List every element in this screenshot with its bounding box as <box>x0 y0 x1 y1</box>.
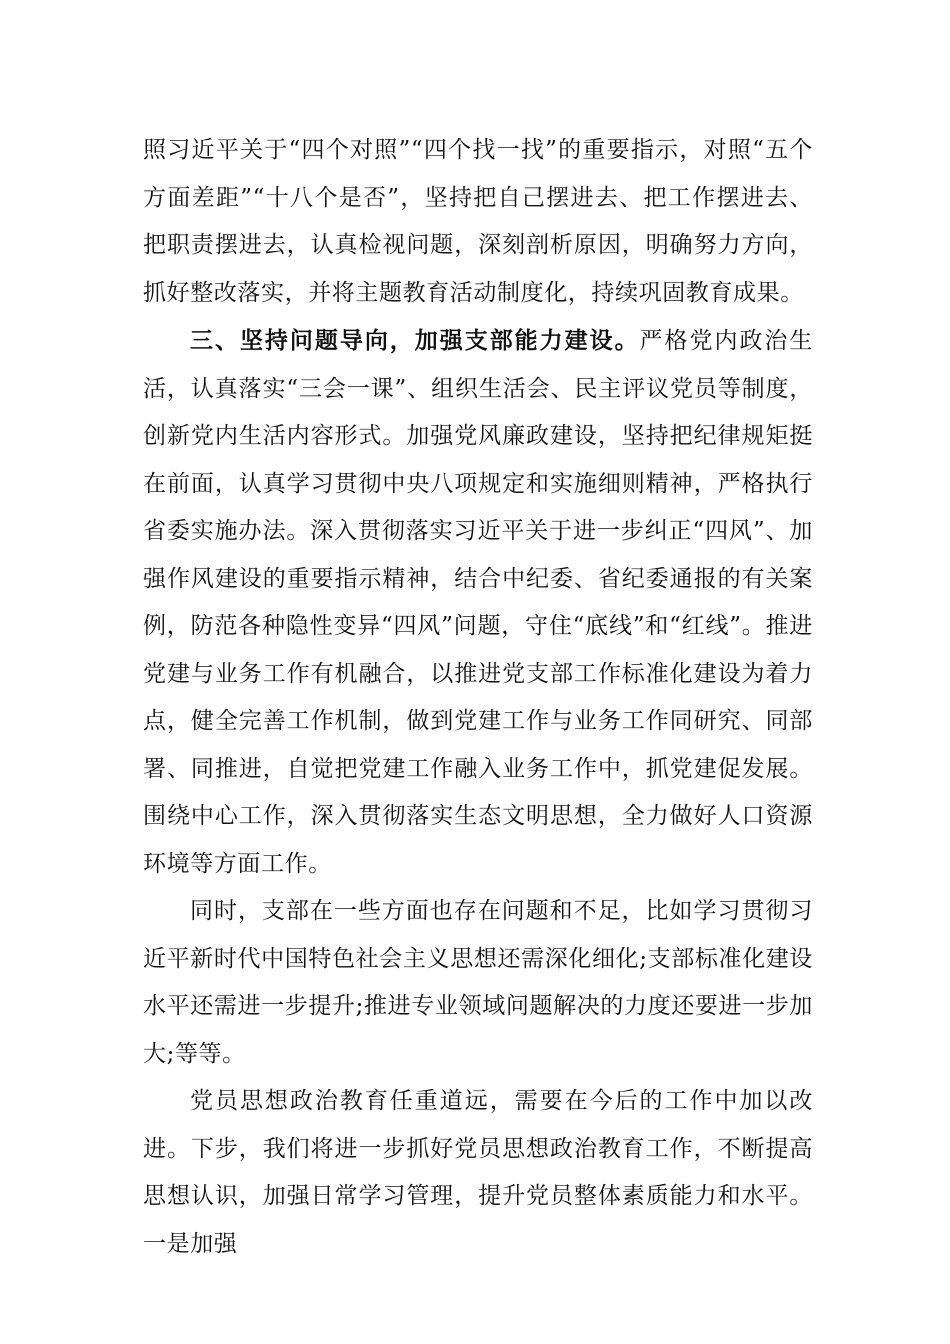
paragraph-1 <box>143 127 813 317</box>
paragraph-text: 照习近平关于“四个对照”“四个找一找”的重要指示，对照“五个方面差距”“十八个是否”，坚持把自己摆进去、把工作摆进去、把职责摆进去，认真检视问题，深刻剖析原因，明确努力方向，抓好整改落实，并将主题教育活动制度化，持续巩固教育成果。 <box>143 137 813 306</box>
section-heading-inline: 三、坚持问题导向，加强支部能力建设。 <box>190 327 640 354</box>
paragraph-text: 同时，支部在一些方面也存在问题和不足，比如学习贯彻习近平新时代中国特色社会主义思想还需深化细化;支部标准化建设水平还需进一步提升;推进专业领域问题解决的力度还要进一步加大;等等。 <box>143 898 813 1067</box>
paragraph-2 <box>143 317 813 888</box>
paragraph-3 <box>143 888 813 1078</box>
paragraph-text: 严格党内政治生活，认真落实“三会一课”、组织生活会、民主评议党员等制度，创新党内生活内容形式。加强党风廉政建设，坚持把纪律规矩挺在前面，认真学习贯彻中央八项规定和实施细则精神，严格执行省委实施办法。深入贯彻落实习近平关于进一步纠正“四风”、加强作风建设的重要指示精神，结合中纪委、省纪委通报的有关案例，防范各种隐性变异“四风”问题，守住“底线”和“红线”。推进党建与业务工作有机融合，以推进党支部工作标准化建设为着力点，健全完善工作机制，做到党建工作与业务工作同研究、同部署、同推进，自觉把党建工作融入业务工作中，抓党建促发展。围绕中心工作，深入贯彻落实生态文明思想，全力做好人口资源环境等方面工作。 <box>143 328 813 877</box>
document-body <box>143 127 813 1268</box>
paragraph-4 <box>143 1078 813 1268</box>
paragraph-text: 党员思想政治教育任重道远，需要在今后的工作中加以改进。下步，我们将进一步抓好党员思想政治教育工作，不断提高思想认识，加强日常学习管理，提升党员整体素质能力和水平。一是加强 <box>143 1088 813 1257</box>
